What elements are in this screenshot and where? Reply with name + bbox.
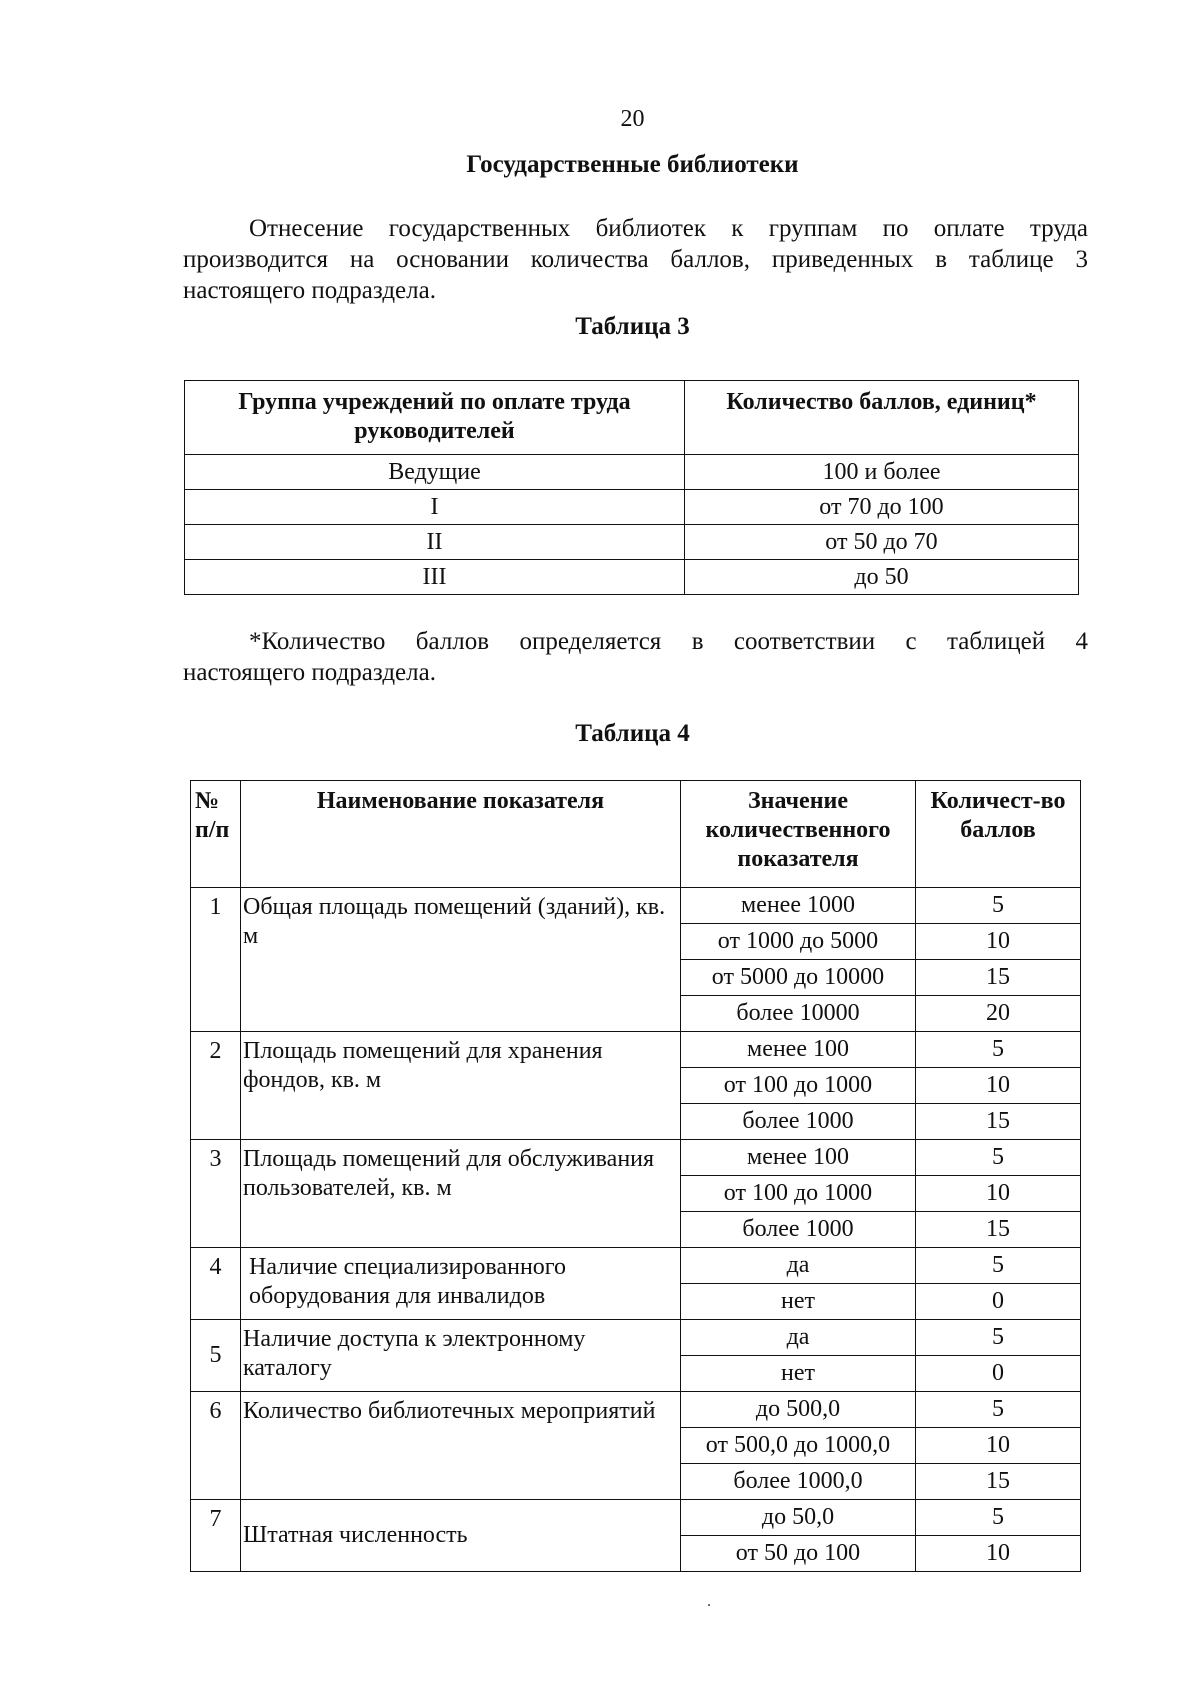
table3-cell-group: III bbox=[185, 560, 685, 595]
table4-cell-value: менее 100 bbox=[681, 1140, 916, 1176]
table4-cell-value: до 50,0 bbox=[681, 1500, 916, 1536]
table3-cell-points: 100 и более bbox=[685, 455, 1079, 490]
table4-cell-points: 0 bbox=[916, 1356, 1081, 1392]
table-row bbox=[191, 1392, 1081, 1428]
table4-cell-value: от 1000 до 5000 bbox=[681, 924, 916, 960]
table4-cell-points: 10 bbox=[916, 1428, 1081, 1464]
table-row bbox=[191, 888, 1081, 924]
table4-cell-points: 10 bbox=[916, 924, 1081, 960]
table4-cell-value: нет bbox=[681, 1284, 916, 1320]
table4-cell-name: Площадь помещений для обслуживания пользователей, кв. м bbox=[241, 1140, 681, 1248]
table-row bbox=[191, 1032, 1081, 1068]
table4-cell-points: 10 bbox=[916, 1068, 1081, 1104]
table4-header-number: № п/п bbox=[191, 781, 241, 888]
table-row bbox=[191, 1320, 1081, 1356]
scan-speck: ˙ bbox=[706, 1600, 712, 1620]
intro-paragraph-first-line: Отнесение государственных библиотек к группам по оплате труда bbox=[249, 215, 1088, 242]
table4-cell-number: 7 bbox=[191, 1500, 241, 1572]
table4-cell-number: 4 bbox=[191, 1248, 241, 1320]
table4-cell-value: до 500,0 bbox=[681, 1392, 916, 1428]
table4-cell-points: 15 bbox=[916, 960, 1081, 996]
table4-cell-name: Штатная численность bbox=[241, 1500, 681, 1572]
table4-cell-name: Общая площадь помещений (зданий), кв. м bbox=[241, 888, 681, 1032]
table4-cell-number: 6 bbox=[191, 1392, 241, 1500]
table4-cell-points: 10 bbox=[916, 1176, 1081, 1212]
table4-cell-value: да bbox=[681, 1320, 916, 1356]
table4-cell-number: 5 bbox=[191, 1320, 241, 1392]
footnote-paragraph bbox=[183, 626, 1088, 688]
table4-cell-value: от 5000 до 10000 bbox=[681, 960, 916, 996]
table4-cell-value: от 100 до 1000 bbox=[681, 1068, 916, 1104]
table4-cell-value: да bbox=[681, 1248, 916, 1284]
table4-cell-value: от 100 до 1000 bbox=[681, 1176, 916, 1212]
table4-cell-value: менее 100 bbox=[681, 1032, 916, 1068]
table4-cell-points: 5 bbox=[916, 1140, 1081, 1176]
table-row bbox=[185, 490, 1079, 525]
table3-cell-points: от 70 до 100 bbox=[685, 490, 1079, 525]
table4-header-name: Наименование показателя bbox=[241, 781, 681, 888]
table3-header-points: Количество баллов, единиц* bbox=[685, 381, 1079, 455]
table4-header-value: Значение количественного показателя bbox=[681, 781, 916, 888]
table4-cell-number: 3 bbox=[191, 1140, 241, 1248]
table4 bbox=[190, 780, 1081, 1572]
table4-header-row bbox=[191, 781, 1081, 888]
table4-cell-number: 1 bbox=[191, 888, 241, 1032]
table4-cell-name: Наличие доступа к электронному каталогу bbox=[241, 1320, 681, 1392]
table3-caption: Таблица 3 bbox=[575, 313, 690, 340]
intro-paragraph bbox=[183, 213, 1088, 306]
table-row bbox=[191, 1140, 1081, 1176]
table-row bbox=[191, 1248, 1081, 1284]
table4-cell-points: 15 bbox=[916, 1464, 1081, 1500]
table4-cell-number: 2 bbox=[191, 1032, 241, 1140]
table4-header-points: Количест-во баллов bbox=[916, 781, 1081, 888]
table3-cell-group: Ведущие bbox=[185, 455, 685, 490]
table4-cell-value: более 1000 bbox=[681, 1104, 916, 1140]
table4-cell-points: 5 bbox=[916, 888, 1081, 924]
table-row bbox=[191, 1500, 1081, 1536]
table4-cell-value: от 500,0 до 1000,0 bbox=[681, 1428, 916, 1464]
table-row bbox=[185, 525, 1079, 560]
table3-cell-group: I bbox=[185, 490, 685, 525]
table3-cell-points: от 50 до 70 bbox=[685, 525, 1079, 560]
intro-paragraph-rest: производится на основании количества баллов, приведенных в таблице 3 настоящего подраздела. bbox=[183, 246, 1088, 304]
table4-cell-name: Количество библиотечных мероприятий bbox=[241, 1392, 681, 1500]
table3-header-row bbox=[185, 381, 1079, 455]
footnote-rest: настоящего подраздела. bbox=[183, 659, 436, 686]
table4-cell-name: Площадь помещений для хранения фондов, кв. м bbox=[241, 1032, 681, 1140]
page-number: 20 bbox=[620, 106, 645, 132]
table4-cell-points: 0 bbox=[916, 1284, 1081, 1320]
table4-cell-value: более 1000 bbox=[681, 1212, 916, 1248]
table4-cell-points: 5 bbox=[916, 1248, 1081, 1284]
table4-cell-points: 15 bbox=[916, 1104, 1081, 1140]
table4-cell-points: 5 bbox=[916, 1032, 1081, 1068]
table4-cell-points: 5 bbox=[916, 1392, 1081, 1428]
table4-cell-name: Наличие специализированного оборудования для инвалидов bbox=[241, 1248, 681, 1320]
table3-cell-points: до 50 bbox=[685, 560, 1079, 595]
table3-cell-group: II bbox=[185, 525, 685, 560]
table4-cell-points: 10 bbox=[916, 1536, 1081, 1572]
table4-cell-value: менее 1000 bbox=[681, 888, 916, 924]
table4-caption: Таблица 4 bbox=[575, 720, 690, 747]
table-row bbox=[185, 455, 1079, 490]
table4-cell-points: 5 bbox=[916, 1320, 1081, 1356]
table3-header-group: Группа учреждений по оплате труда руководителей bbox=[185, 381, 685, 455]
table4-cell-value: более 10000 bbox=[681, 996, 916, 1032]
table4-cell-points: 5 bbox=[916, 1500, 1081, 1536]
table4-cell-value: нет bbox=[681, 1356, 916, 1392]
table4-cell-points: 15 bbox=[916, 1212, 1081, 1248]
table4-cell-value: более 1000,0 bbox=[681, 1464, 916, 1500]
table-row bbox=[185, 560, 1079, 595]
section-title: Государственные библиотеки bbox=[466, 151, 799, 178]
footnote-first-line: *Количество баллов определяется в соответствии с таблицей 4 bbox=[249, 628, 1088, 655]
table3 bbox=[184, 380, 1079, 595]
table4-cell-points: 20 bbox=[916, 996, 1081, 1032]
table4-cell-value: от 50 до 100 bbox=[681, 1536, 916, 1572]
